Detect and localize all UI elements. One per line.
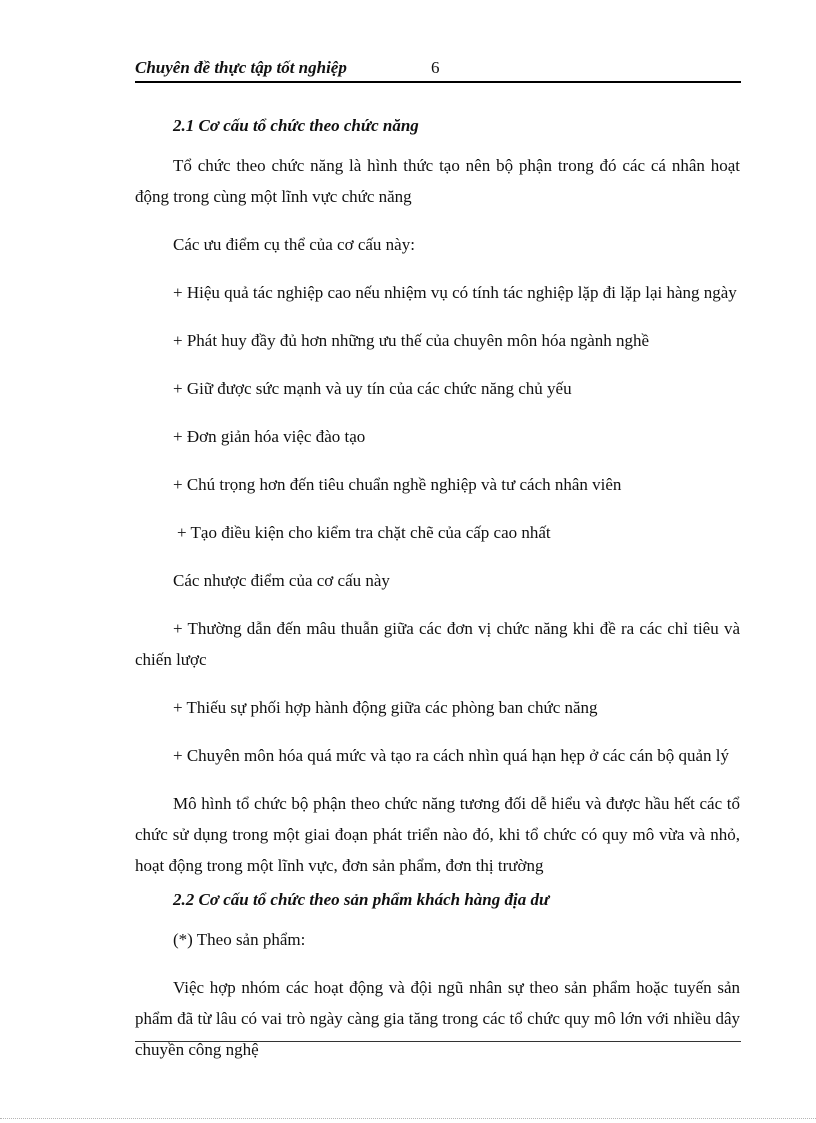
document-title: Chuyên đề thực tập tốt nghiệp: [135, 58, 347, 77]
bullet-item: + Chú trọng hơn đến tiêu chuẩn nghề nghiệp và tư cách nhân viên: [173, 475, 622, 494]
section-heading-2-1: 2.1 Cơ cấu tổ chức theo chức năng: [173, 116, 419, 135]
bullet-item: + Chuyên môn hóa quá mức và tạo ra cách nhìn quá hạn hẹp ở các cán bộ quản lý: [173, 746, 730, 765]
paragraph: Các nhược điểm của cơ cấu này: [173, 571, 390, 590]
paragraph: Các ưu điểm cụ thể của cơ cấu này:: [173, 235, 415, 254]
paragraph: Tổ chức theo chức năng là hình thức tạo nên bộ phận trong đó các cá nhân hoạt động trong cùng một lĩnh vực chức năng: [135, 156, 740, 206]
document-body: [135, 113, 740, 1071]
section-heading-2-2: 2.2 Cơ cấu tổ chức theo sản phẩm khách hàng địa dư: [173, 890, 550, 909]
bullet-item: + Tạo điều kiện cho kiểm tra chặt chẽ của cấp cao nhất: [177, 523, 551, 542]
bullet-item: + Đơn giản hóa việc đào tạo: [173, 427, 366, 446]
bullet-item: + Thường dẫn đến mâu thuẫn giữa các đơn vị chức năng khi đề ra các chỉ tiêu và chiến lược: [135, 619, 740, 669]
page-number: 6: [431, 58, 440, 77]
paragraph: Mô hình tổ chức bộ phận theo chức năng tương đối dễ hiểu và được hầu hết các tổ chức sử dụng trong một giai đoạn phát triển nào đó, khi tổ chức có quy mô vừa và nhỏ, hoạt động trong một lĩnh vực, đơn sản phẩm, đơn thị trường: [135, 794, 740, 875]
page-header: [135, 57, 741, 83]
bullet-item: + Hiệu quả tác nghiệp cao nếu nhiệm vụ có tính tác nghiệp lặp đi lặp lại hàng ngày: [173, 283, 737, 302]
footer-divider: [135, 1041, 741, 1042]
bullet-item: + Thiếu sự phối hợp hành động giữa các phòng ban chức năng: [173, 698, 598, 717]
paragraph: (*) Theo sản phẩm:: [173, 930, 306, 949]
bullet-item: + Phát huy đầy đủ hơn những ưu thế của chuyên môn hóa ngành nghề: [173, 331, 650, 350]
page-bottom-edge: [0, 1118, 816, 1119]
bullet-item: + Giữ được sức mạnh và uy tín của các chức năng chủ yếu: [173, 379, 572, 398]
paragraph: Việc hợp nhóm các hoạt động và đội ngũ nhân sự theo sản phẩm hoặc tuyến sản phẩm đã từ lâu có vai trò ngày càng gia tăng trong các tổ chức quy mô lớn với nhiều dây chuyền công nghệ: [135, 978, 740, 1059]
